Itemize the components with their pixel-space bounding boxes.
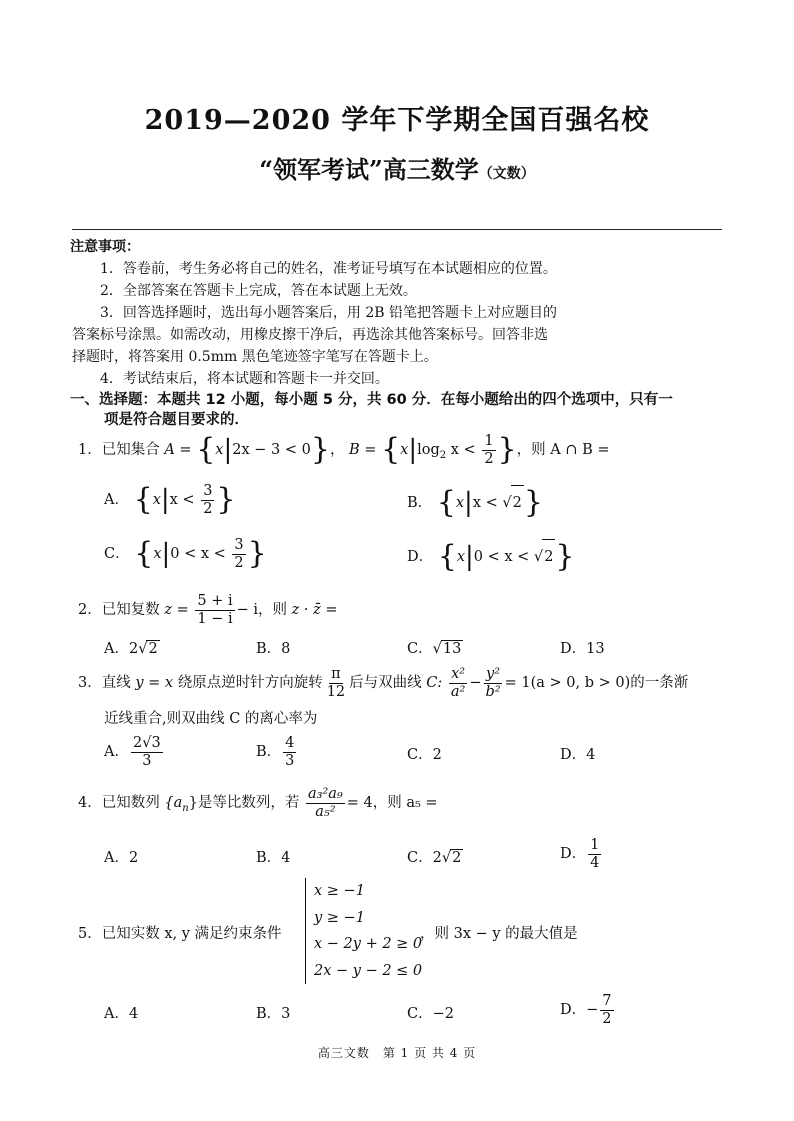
constraint-system — [305, 878, 422, 984]
constraint-1: x ≥ −1 — [314, 883, 365, 899]
set-a-name: A — [164, 442, 175, 458]
notice-item-2: 2．全部答案在答题卡上完成，答在本试题上无效。 — [100, 283, 417, 299]
question-2: 2．已知复数 z = $\frac{5 + i}{1 - i}$ − i，则 z · z̄ = — [78, 592, 338, 627]
notice-item-4: 4．考试结束后，将本试题和答题卡一并交回。 — [100, 371, 389, 387]
header-divider — [72, 229, 722, 230]
q4-option-c: C．2√2 — [407, 850, 462, 866]
page-footer: 高三文数 第 1 页 共 4 页 — [317, 1046, 477, 1060]
question-4: 4．已知数列 $\{a_n\}$是等比数列，若 $\frac{\text{a₃²a₉}}{\text{a₅²}}$ = 4，则 a₅ = — [78, 785, 438, 820]
q2-option-d: D．13 — [560, 641, 605, 657]
q4-option-b: B．4 — [256, 850, 291, 866]
notice-item-1: 1．答卷前，考生务必将自己的姓名，准考证号填写在本试题相应的位置。 — [100, 261, 557, 277]
set-b-log: log — [417, 442, 440, 458]
set-a-condition: 2x − 3 < 0 — [232, 442, 311, 458]
notice-heading: 注意事项： — [70, 239, 140, 255]
question-stem-end: ，则 A ∩ B = — [516, 442, 610, 458]
question-5-stem-end: ，则 3x − y 的最大值是 — [420, 926, 578, 942]
q4-option-d: D． $\frac{1}{4}$ — [560, 836, 600, 871]
constraint-2: y ≥ −1 — [314, 909, 365, 926]
q5-option-c: C．−2 — [407, 1006, 454, 1022]
q3-option-c: C．2 — [407, 747, 442, 763]
exam-subtitle — [0, 150, 794, 185]
set-b-fraction: $\frac{1}{2}$ — [484, 432, 494, 467]
subtitle-note: （文数） — [478, 166, 535, 182]
q3-option-d: D．4 — [560, 747, 596, 763]
q5-option-b: B．3 — [256, 1006, 291, 1022]
subtitle-text: “领军考试”高三数学 — [259, 155, 479, 184]
question-3: 3．直线 y = x 绕原点逆时针方向旋转 $\frac{\pi}{12}$ 后与双曲线 C: $\frac{\text{x²}}{\text{a²}}$ − $\frac{\text{y²}}{\text{b²}}$ = 1(a > 0, b > 0)的一条渐 — [78, 665, 689, 700]
q3-option-b: B． $\frac{4}{3}$ — [256, 734, 295, 769]
question-3-line2: 近线重合,则双曲线 C 的离心率为 — [104, 711, 318, 727]
q2-option-c: C．√13 — [407, 641, 462, 657]
q5-option-a: A．4 — [104, 1006, 139, 1022]
set-b-condition: x < — [450, 442, 476, 458]
question-5: 5．已知实数 x, y 满足约束条件 — [78, 926, 282, 942]
q1-option-d: D． {x|0 < x < √2} — [407, 539, 575, 574]
log-base: 2 — [439, 449, 447, 461]
q2-option-a: A．2√2 — [104, 641, 158, 657]
notice-item-3: 3．回答选择题时，选出每小题答案后，用 2B 铅笔把答题卡上对应题目的 — [100, 305, 558, 321]
q4-option-a: A．2 — [104, 850, 139, 866]
q5-option-d: D．− $\frac{7}{2}$ — [560, 992, 612, 1027]
constraint-3: x − 2y + 2 ≥ 0 — [314, 936, 423, 952]
notice-item-3-cont-1: 答案标号涂黑。如需改动，用橡皮擦干净后，再选涂其他答案标号。回答非选 — [72, 327, 548, 343]
notice-item-3-cont-2: 择题时，将答案用 0.5mm 黑色笔迹签字笔写在答题卡上。 — [72, 349, 438, 365]
section-heading-line1: 一、选择题：本题共 12 小题，每小题 5 分，共 60 分．在每小题给出的四个选项中，只有一 — [70, 392, 673, 408]
question-1: 1．已知集合 A = {x|2x − 3 < 0}， $B = \{x|\log_2$ x < $\frac{1}{2}$ }，则 A ∩ B = — [78, 432, 610, 467]
question-number: 1． — [78, 442, 102, 458]
q1-option-a: A． {x|x < $\frac{3}{2}$ } — [104, 482, 236, 517]
exam-title: 2019—2020 学年下学期全国百强名校 — [144, 105, 650, 136]
q2-option-b: B．8 — [256, 641, 291, 657]
constraint-4: 2x − y − 2 ≤ 0 — [314, 962, 423, 979]
q3-option-a: A． $\frac{2√3}{3}$ — [104, 734, 161, 769]
question-stem: 已知集合 — [101, 442, 160, 458]
q1-option-c: C． {x|0 < x < $\frac{3}{2}$ } — [104, 536, 267, 571]
q1-option-b: B． {x|x < √2} — [407, 485, 543, 520]
section-heading-line2: 项是符合题目要求的． — [104, 412, 249, 428]
set-b-name: B — [349, 442, 360, 458]
